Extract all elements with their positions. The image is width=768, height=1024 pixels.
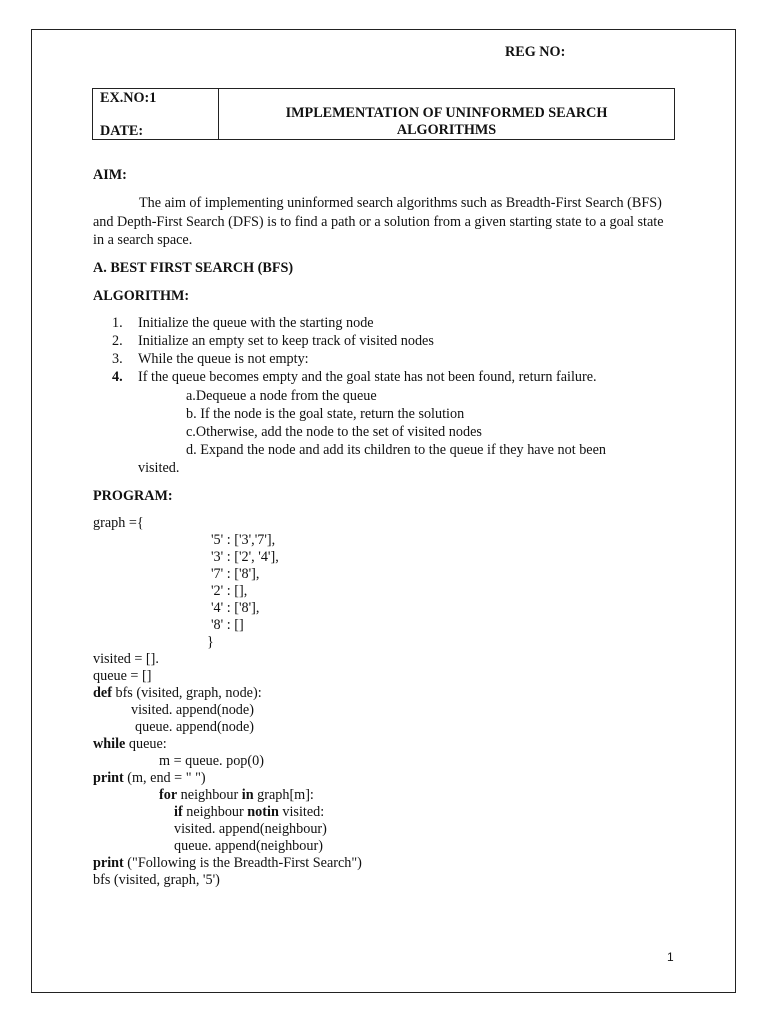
code-line: if neighbour notin visited:	[174, 804, 325, 820]
header-table	[92, 88, 675, 140]
algorithm-step: 1. Initialize the queue with the starting node	[112, 315, 374, 331]
title-line-1: IMPLEMENTATION OF UNINFORMED SEARCH	[285, 105, 608, 121]
reg-no-label: REG NO:	[505, 44, 566, 60]
algorithm-heading: ALGORITHM:	[93, 288, 190, 304]
algorithm-step: 3. While the queue is not empty:	[112, 351, 309, 367]
code-keyword: in	[241, 787, 254, 803]
document-title	[219, 105, 674, 139]
aim-heading: AIM:	[93, 167, 127, 183]
code-line: '5' : ['3','7'],	[211, 532, 276, 548]
section-a-heading: A. BEST FIRST SEARCH (BFS)	[93, 260, 294, 276]
code-line: visited. append(neighbour)	[174, 821, 327, 837]
title-line-2: ALGORITHMS	[396, 122, 497, 138]
aim-text: The aim of implementing uninformed search algorithms such as Breadth-First Search (BFS) and Depth-First Search (DFS) is to find a path or a solution from a given starting state to a goal state in a search space.	[93, 195, 664, 248]
algorithm-substep-continuation: visited.	[138, 460, 180, 476]
algorithm-step: 2. Initialize an empty set to keep track of visited nodes	[112, 333, 434, 349]
algorithm-substep: b. If the node is the goal state, return the solution	[186, 406, 465, 422]
code-line: '4' : ['8'],	[211, 600, 260, 616]
code-line: queue. append(node)	[135, 719, 254, 735]
code-keyword: notin	[247, 804, 279, 820]
code-line: queue = []	[93, 668, 152, 684]
code-keyword: print	[93, 855, 124, 871]
code-line: m = queue. pop(0)	[159, 753, 264, 769]
page-number: 1	[667, 950, 674, 964]
page-border	[31, 29, 736, 993]
code-line: visited = [].	[93, 651, 159, 667]
code-line: while queue:	[93, 736, 167, 752]
code-line: graph ={	[93, 515, 144, 531]
code-keyword: for	[159, 787, 178, 803]
code-line: }	[207, 634, 214, 650]
code-line: print ("Following is the Breadth-First Search")	[93, 855, 362, 871]
code-line: print (m, end = " ")	[93, 770, 206, 786]
algorithm-step: 4. If the queue becomes empty and the goal state has not been found, return failure.	[112, 369, 597, 385]
header-left-cell	[93, 89, 219, 139]
algorithm-substep: a.Dequeue a node from the queue	[186, 388, 377, 404]
code-line: '2' : [],	[211, 583, 248, 599]
code-line: '7' : ['8'],	[211, 566, 260, 582]
code-keyword: print	[93, 770, 124, 786]
date-label: DATE:	[100, 123, 144, 139]
code-line: '8' : []	[211, 617, 244, 633]
code-line: bfs (visited, graph, '5')	[93, 872, 220, 888]
code-keyword: if	[174, 804, 183, 820]
code-line: def bfs (visited, graph, node):	[93, 685, 262, 701]
code-line: for neighbour in graph[m]:	[159, 787, 314, 803]
code-line: '3' : ['2', '4'],	[211, 549, 279, 565]
code-keyword: def	[93, 685, 112, 701]
code-keyword: while	[93, 736, 126, 752]
code-line: queue. append(neighbour)	[174, 838, 323, 854]
code-line: visited. append(node)	[131, 702, 254, 718]
algorithm-substep: c.Otherwise, add the node to the set of visited nodes	[186, 424, 482, 440]
algorithm-substep: d. Expand the node and add its children to the queue if they have not been	[186, 442, 606, 458]
exercise-number: EX.NO:1	[100, 90, 157, 106]
program-heading: PROGRAM:	[93, 488, 173, 504]
